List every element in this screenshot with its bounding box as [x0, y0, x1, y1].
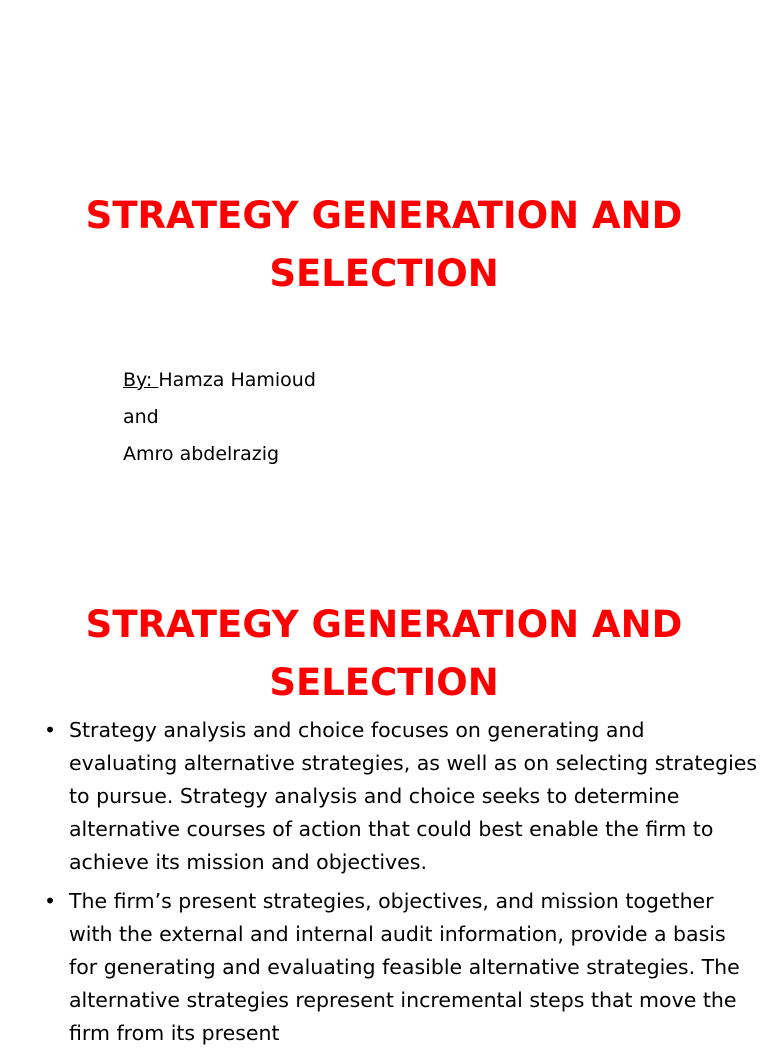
author-line-1 [123, 362, 316, 399]
bullet-icon: • [44, 718, 57, 742]
bullet-item [44, 714, 759, 879]
bullet-text: Strategy analysis and choice focuses on generating and evaluating alternative strategies, as well as on selecting strategies to pursue. Strategy analysis and choice seeks to determine alternative courses of action that could best enable the firm to achieve its mission and objectives. [69, 718, 758, 874]
author-block [123, 362, 316, 473]
slide-heading-line-1: STRATEGY GENERATION AND [85, 603, 683, 646]
bullet-text: The firm’s present strategies, objectives, and mission together with the external and internal audit information, provide a basis for generating and evaluating feasible alternative strategies. The alternative strategies represent incremental steps that move the firm from its present [69, 889, 740, 1045]
author-name-2: Amro abdelrazig [123, 443, 280, 465]
bullet-icon: • [44, 889, 57, 913]
content-slide [0, 576, 768, 1045]
slide-heading [0, 596, 768, 712]
bullet-item [44, 885, 759, 1050]
by-label: By: [123, 369, 159, 391]
and-text: and [123, 406, 159, 428]
author-name-1: Hamza Hamioud [158, 369, 316, 391]
slide-heading-line-2: SELECTION [269, 661, 499, 704]
slide-title-line-2: SELECTION [269, 252, 499, 295]
slide-title [0, 187, 768, 303]
bullet-list [44, 714, 759, 1056]
slide-title-line-1: STRATEGY GENERATION AND [85, 194, 683, 237]
